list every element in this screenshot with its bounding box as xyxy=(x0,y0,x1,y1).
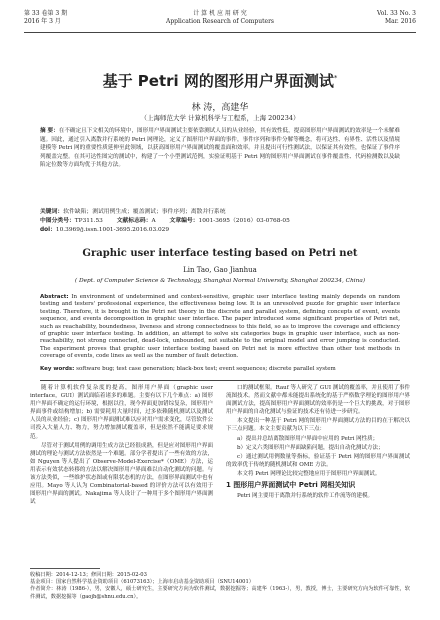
body-paragraph: Petri 网主要用于离散并行系统的软件工作流等的建模。 xyxy=(237,493,374,500)
abstract-cn-text: 在不确定且下文相关的环境中，图形用户界面测试主要依靠测试人员的从业经验，其有效性低，提高图形用户界面测试的效率是一个未解难题。因此，通过引入离散并行系统的 Petri 网理论，定义了图形用户界面的事件，事件序列和事件分解等概念，将可达性、有界性、活性以及情境建模等 Petri 网的重要性质延伸至此领域，以获高图形用户界面测试的覆盖面和效率。并且提出可行性测试法，以保证其有效性，也保证了事件序列覆盖完整。在其可达性图完的测试中，构建了一个小型测试范例，实验证明基于 Petri 网的图形用户界面测试在事件覆盖性、代码检测数以及缺陷定位数等方面均优于其他方法。 xyxy=(40,128,400,169)
english-title: Graphic user interface testing based on Petri net xyxy=(82,248,358,259)
classification-line xyxy=(40,217,400,225)
body-paragraph: 随着计算机软件复杂度的提高，图形用户界面（graphic user interface，GUI）测试面临着诸多的难题。主要有以下几个难点：a) 图形用户界面不确定的运行环境，根据以往，现今界面更加错综复杂，图形用户界面事件或结构增加；b) 需要耗用大量时间，过多依赖随机测试以及测试人员的从业经验；c) 图形用户界面测试难以应对用户需求变化，尽管软件公司投入大量人力、物力，努力增加测试覆盖率，但是依然不能满足要求规范。 xyxy=(30,385,213,440)
header-journal xyxy=(24,10,416,26)
paper-title xyxy=(0,70,440,91)
body-column-right xyxy=(226,384,410,501)
running-header xyxy=(24,10,416,33)
journal-name-en: Application Research of Computers xyxy=(165,18,275,25)
abstract-en xyxy=(40,294,400,361)
article-no xyxy=(170,218,296,224)
body-paragraph: 本文提出一种基于 Petri 网的图形用户界面测试方法的目的在于解决以下三点问题。本文主要贡献为以下三点： xyxy=(226,418,410,433)
keywords-en xyxy=(40,366,400,373)
abstract-en-text: In environment of undetermined and context-sensitive, graphic user interface testing mainly depends on random testing and testers' professional experience, the effectiveness being low. It is an unresolved puzzle for graphic user interface testing. Therefore, it is brought in the Petri net theory in the discrete and parallel system, defining concepts of event, events sequence, and events decomposition in graphic user interface. The paper introduced some significant properties of Petri net, such as reachability, boundedness, liveness and strong connectedness to this field, so as to improve the coverage and efficiency of graphic user interface testing. In addition, an attempt to solve six categories bugs in graphic user interface, such as non-reachability, not strong connected, dead-lock, unbounded, not suitable to the original model and error jumping is conducted. The experiment proves that graphic user interface testing based on Petri net is more effective than other test methods in coverage of events, code lines as well as the number of fault detection. xyxy=(40,294,401,360)
article-no-value: 1001-3695（2016）03-0768-05 xyxy=(198,218,290,224)
paper-affiliation: （上海师范大学 计算机科学与工程系，上海 200234） xyxy=(140,114,300,122)
header-volume-en: Vol. 33 No. 3 xyxy=(376,10,416,17)
footnote-bio: 作者简介：林涛（1986-），男，安徽人，硕士研究生，主要研究方向为软件测试，数据挖掘等；高建华（1963-），男，教授，博士，主要研究方向为软件可靠性，软件测试，数据挖掘等（gaojh@shnu.edu.cn）。 xyxy=(30,586,410,600)
journal-name-cn: 计 算 机 应 用 研 究 xyxy=(193,10,247,17)
contribution-item: b）定义六类图形用户界面缺陷问题，提出自动化测试方法； xyxy=(237,444,384,451)
article-no-label: 文章编号： xyxy=(169,218,199,224)
paper-authors: 林 涛，高建华 xyxy=(191,103,249,113)
keywords-en-text: software bug; test case generation; black-box test; event sequences; discrete parallel system xyxy=(76,366,336,372)
english-affiliation: ( Dept. of Computer Science & Technology, Shanghai Normal University, Shanghai 200234, China) xyxy=(74,278,366,284)
header-date: 2016 年 3 月 xyxy=(24,18,61,25)
doc-code xyxy=(117,218,162,224)
body-paragraph: 口的测试框架。Rauf 等人研究了 GUI 测试的覆盖率，并且使用了事件流图技术。然而文献中都未能提出系统化的基于严格数学理论的图形用户界面测试方法，提高图形用户界面测试的效率仍是一个巨大的挑战，对于图形用户界面的自动化测试与验证的技术还有待进一步研究。 xyxy=(226,385,410,416)
paper-title-text: 基于 Petri 网的图形用户界面测试 xyxy=(102,72,334,90)
footnote xyxy=(30,572,410,601)
title-footnote-mark: * xyxy=(333,74,338,82)
body-paragraph: 本文将 Petri 网理论比较完整地应用于图形用户界面测试。 xyxy=(237,470,381,477)
header-issue-en xyxy=(377,10,416,26)
header-volume: 第 33 卷第 3 期 xyxy=(24,10,68,17)
section-heading: 1 图形用户界面测试中 Petri 网相关知识 xyxy=(226,481,356,490)
clc xyxy=(40,218,109,224)
section-divider xyxy=(40,380,400,381)
contribution-item: c）通过测试用例数量等指标，验证基于 Petri 网的图形用户界面测试的效率优于传统的随机测试和 OME 方法。 xyxy=(226,453,410,468)
doi-line xyxy=(40,226,400,234)
abstract-cn xyxy=(40,127,400,170)
keywords-cn xyxy=(40,208,400,216)
footnote-received: 收稿日期：2014-12-13；修回日期：2015-02-03 xyxy=(30,572,147,578)
footnote-fund: 基金项目：国家自然科学基金资助项目（61073163）；上海市启动基金资助项目（SNU14001） xyxy=(30,579,254,586)
abstract-en-label: Abstract: xyxy=(40,294,69,300)
clc-value: TP311.53 xyxy=(74,218,103,224)
keywords-cn-text: 软件缺陷；测试用例生成；覆盖测试；事件序列；离散并行系统 xyxy=(63,209,226,215)
contribution-item: a）提出并总结离散图形用户界面中应用的 Petri 网性质； xyxy=(237,435,379,442)
abstract-cn-label: 摘 要： xyxy=(40,128,59,134)
keywords-cn-label: 关键词： xyxy=(40,209,64,215)
doi-value: 10.3969/j.issn.1001-3695.2016.03.029 xyxy=(55,227,170,233)
body-column-left xyxy=(30,384,213,507)
doc-code-value: A xyxy=(151,218,156,224)
english-authors: Lin Tao, Gao Jianhua xyxy=(183,266,257,274)
body-paragraph: 尽管对于测试用例的调用生成方法已经很成熟，但是应对图形用户界面测试的理论与测试方法依然是一个难题。部分学者提出了一些有效的方法，如 Nguyen 等人提出了 Observe-Model-Exercise*（OME）方法，运用表示有效状态转移的方法以解决图形用户界面难以自动化测试的问题。与该方法类似，一些维护状态图或有限状态机的方法，在图形界面测试中也有应用。Mayo 等人认为 Combinatorial-based 的评价方法可以有效用于图形用户界面的测试。Nakajima 等人设计了一种用于多个图形用户界面测试 xyxy=(30,442,213,506)
doi-label: doi： xyxy=(40,227,56,233)
header-date-en: Mar. 2016 xyxy=(384,18,416,25)
keywords-en-label: Key words: xyxy=(40,366,75,372)
clc-label: 中图分类号： xyxy=(40,218,75,224)
footnote-rule xyxy=(30,568,100,569)
doc-code-label: 文献标志码： xyxy=(116,218,152,224)
